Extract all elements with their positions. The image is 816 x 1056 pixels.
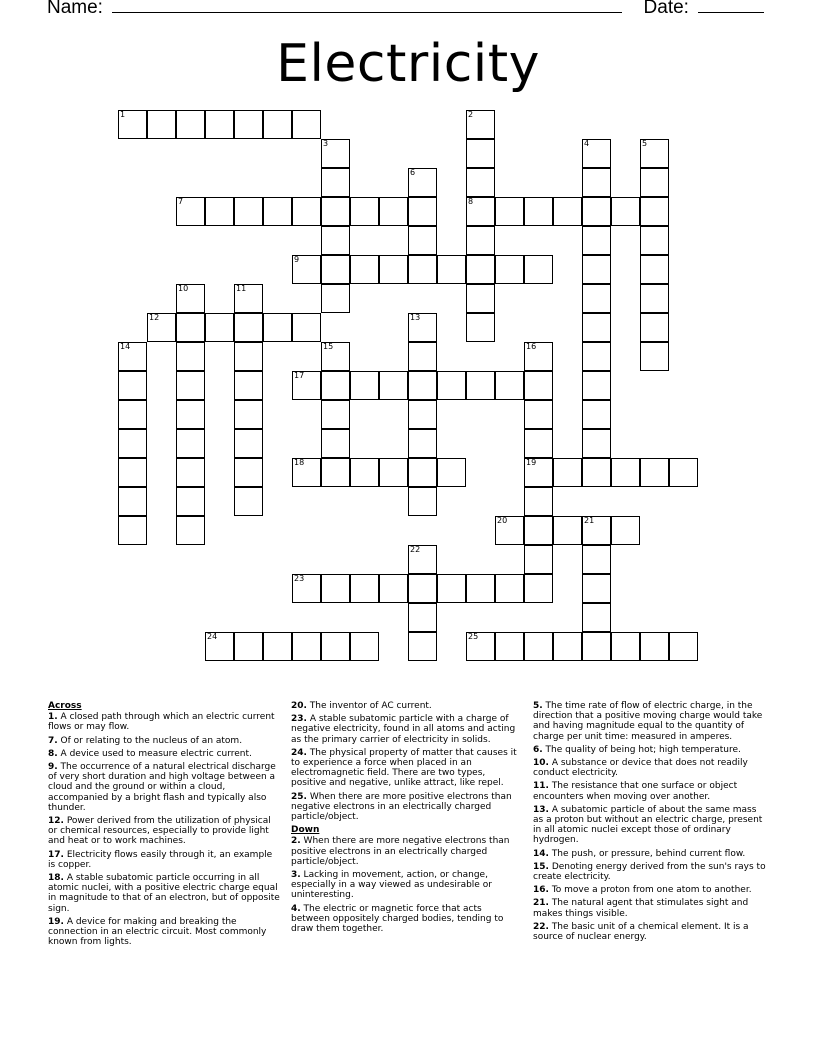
grid-cell[interactable] — [466, 168, 495, 197]
clue-number: 19 — [526, 458, 537, 467]
grid-cell[interactable] — [582, 632, 611, 661]
grid-cell[interactable] — [466, 139, 495, 168]
grid-cell[interactable] — [437, 255, 466, 284]
clue-number: 25 — [468, 632, 479, 641]
grid-cell[interactable] — [524, 545, 553, 574]
clue-number: 1. — [48, 712, 58, 723]
grid-cell[interactable] — [611, 516, 640, 545]
grid-cell[interactable] — [118, 371, 147, 400]
grid-cell[interactable] — [379, 371, 408, 400]
clue-number: 3. — [291, 870, 301, 881]
clue-item — [291, 836, 521, 867]
grid-cell[interactable] — [495, 255, 524, 284]
grid-cell[interactable] — [495, 197, 524, 226]
grid-cell[interactable] — [379, 255, 408, 284]
grid-cell[interactable] — [176, 458, 205, 487]
clue-number: 11. — [533, 781, 549, 792]
grid-cell[interactable] — [176, 516, 205, 545]
clue-text: The physical property of matter that causes it to experience a force when placed in an electromagnetic field. There are two types, positive and negative, unlike attract, like repel. — [291, 747, 517, 789]
clue-number: 11 — [236, 284, 247, 293]
grid-cell[interactable] — [350, 197, 379, 226]
grid-cell[interactable] — [408, 168, 437, 197]
clue-text: The electric or magnetic force that acts between oppositely charged bodies, tending to draw them together. — [291, 903, 504, 935]
grid-cell[interactable] — [205, 197, 234, 226]
clue-item — [291, 870, 521, 901]
clue-number: 21. — [533, 898, 549, 909]
grid-cell[interactable] — [350, 458, 379, 487]
clue-item — [533, 701, 767, 742]
grid-cell[interactable] — [408, 255, 437, 284]
clue-item — [533, 781, 767, 801]
grid-cell[interactable] — [292, 574, 321, 603]
clue-number: 24. — [291, 747, 307, 758]
clue-number: 25. — [291, 791, 307, 802]
clue-number: 21 — [584, 516, 595, 525]
grid-cell[interactable] — [640, 458, 669, 487]
clue-number: 18 — [294, 458, 305, 467]
clue-number: 16. — [533, 885, 549, 896]
clue-number: 15 — [323, 342, 334, 351]
grid-cell[interactable] — [640, 139, 669, 168]
grid-cell[interactable] — [321, 371, 350, 400]
grid-cell[interactable] — [582, 342, 611, 371]
grid-cell[interactable] — [466, 226, 495, 255]
grid-cell[interactable] — [466, 574, 495, 603]
clues-column-3 — [533, 701, 767, 945]
grid-cell[interactable] — [321, 139, 350, 168]
grid-cell[interactable] — [582, 429, 611, 458]
clue-text: Power derived from the utilization of physical or chemical resources, especially to provide light and heat or to work machines. — [48, 816, 271, 847]
clue-item — [533, 862, 767, 882]
clue-item — [533, 745, 767, 755]
grid-cell[interactable] — [466, 255, 495, 284]
grid-cell[interactable] — [408, 574, 437, 603]
grid-cell[interactable] — [640, 226, 669, 255]
grid-cell[interactable] — [408, 342, 437, 371]
clue-text: Of or relating to the nucleus of an atom. — [57, 735, 243, 746]
clue-number: 17. — [48, 849, 64, 860]
grid-cell[interactable] — [611, 458, 640, 487]
clue-number: 12. — [48, 816, 64, 827]
clue-text: To move a proton from one atom to another. — [548, 885, 752, 896]
grid-cell[interactable] — [408, 487, 437, 516]
grid-cell[interactable] — [321, 574, 350, 603]
clue-item — [48, 762, 280, 813]
grid-cell[interactable] — [321, 197, 350, 226]
grid-cell[interactable] — [611, 632, 640, 661]
clue-text: The time rate of flow of electric charge, in the direction that a positive moving charge would take and having magnitude equal to the quantity of charge per unit time: measured in amperes. — [533, 701, 763, 742]
grid-cell[interactable] — [640, 632, 669, 661]
grid-cell[interactable] — [292, 313, 321, 342]
clue-item — [48, 712, 280, 732]
clue-text: The quality of being hot; high temperature. — [542, 744, 741, 755]
clue-number: 23 — [294, 574, 305, 583]
grid-cell[interactable] — [147, 110, 176, 139]
grid-cell[interactable] — [408, 458, 437, 487]
grid-cell[interactable] — [524, 632, 553, 661]
grid-cell[interactable] — [321, 168, 350, 197]
clue-number: 16 — [526, 342, 537, 351]
grid-cell[interactable] — [524, 400, 553, 429]
grid-cell[interactable] — [118, 110, 147, 139]
grid-cell[interactable] — [553, 458, 582, 487]
clue-text: Electricity flows easily through it, an example is copper. — [48, 849, 273, 870]
grid-cell[interactable] — [524, 574, 553, 603]
grid-cell[interactable] — [321, 342, 350, 371]
clue-number: 6 — [410, 168, 416, 177]
clue-text: A device for making and breaking the connection in an electric circuit. Most commonly known from lights. — [48, 916, 267, 948]
grid-cell[interactable] — [321, 284, 350, 313]
clue-number: 2. — [291, 836, 301, 847]
clue-item — [48, 873, 280, 914]
grid-cell[interactable] — [495, 516, 524, 545]
clue-number: 9. — [48, 762, 58, 773]
clue-item — [291, 714, 521, 745]
clue-item — [48, 917, 280, 948]
clue-number: 15. — [533, 861, 549, 872]
clue-item — [48, 850, 280, 870]
grid-cell[interactable] — [611, 197, 640, 226]
grid-cell[interactable] — [495, 574, 524, 603]
date-label: Date: — [643, 0, 689, 18]
grid-cell[interactable] — [292, 197, 321, 226]
grid-cell[interactable] — [118, 400, 147, 429]
grid-cell[interactable] — [321, 429, 350, 458]
grid-cell[interactable] — [582, 284, 611, 313]
clue-number: 14. — [533, 848, 549, 859]
grid-cell[interactable] — [234, 487, 263, 516]
grid-cell[interactable] — [205, 110, 234, 139]
clue-text: A stable subatomic particle occurring in all atomic nuclei, with a positive electric charge equal in magnitude to that of an electron, but of opposite sign. — [48, 873, 280, 914]
grid-cell[interactable] — [408, 545, 437, 574]
clue-number: 13 — [410, 313, 421, 322]
grid-cell[interactable] — [263, 197, 292, 226]
clue-number: 22 — [410, 545, 421, 554]
grid-cell[interactable] — [176, 342, 205, 371]
grid-cell[interactable] — [234, 400, 263, 429]
grid-cell[interactable] — [669, 632, 698, 661]
clue-text: A substance or device that does not readily conduct electricity. — [533, 758, 748, 779]
clue-number: 4 — [584, 139, 590, 148]
grid-cell[interactable] — [292, 110, 321, 139]
grid-cell[interactable] — [205, 313, 234, 342]
grid-cell[interactable] — [466, 632, 495, 661]
grid-cell[interactable] — [408, 429, 437, 458]
grid-cell[interactable] — [640, 255, 669, 284]
grid-cell[interactable] — [437, 371, 466, 400]
clue-number: 17 — [294, 371, 305, 380]
clue-text: The basic unit of a chemical element. It is a source of nuclear energy. — [533, 921, 749, 943]
grid-cell[interactable] — [553, 632, 582, 661]
grid-cell[interactable] — [582, 139, 611, 168]
grid-cell[interactable] — [176, 197, 205, 226]
grid-cell[interactable] — [582, 458, 611, 487]
clue-number: 13. — [533, 804, 549, 815]
grid-cell[interactable] — [582, 545, 611, 574]
grid-cell[interactable] — [466, 284, 495, 313]
clue-text: The resistance that one surface or object encounters when moving over another. — [533, 781, 738, 802]
clue-number: 10 — [178, 284, 189, 293]
grid-cell[interactable] — [437, 574, 466, 603]
clue-item — [533, 849, 767, 859]
grid-cell[interactable] — [582, 168, 611, 197]
grid-cell[interactable] — [234, 284, 263, 313]
clue-item — [533, 922, 767, 942]
grid-cell[interactable] — [640, 284, 669, 313]
clue-number: 10. — [533, 758, 549, 769]
clue-number: 20 — [497, 516, 508, 525]
clue-text: When there are more positive electrons than negative electrons in an electrically charged particle/object. — [291, 791, 512, 823]
grid-cell[interactable] — [292, 458, 321, 487]
grid-cell[interactable] — [582, 226, 611, 255]
grid-cell[interactable] — [234, 110, 263, 139]
grid-cell[interactable] — [408, 371, 437, 400]
grid-cell[interactable] — [176, 110, 205, 139]
clue-number: 18. — [48, 873, 64, 884]
clue-number: 12 — [149, 313, 160, 322]
grid-cell[interactable] — [263, 632, 292, 661]
grid-cell[interactable] — [292, 255, 321, 284]
grid-cell[interactable] — [466, 197, 495, 226]
grid-cell[interactable] — [118, 516, 147, 545]
grid-cell[interactable] — [176, 487, 205, 516]
grid-cell[interactable] — [408, 197, 437, 226]
grid-cell[interactable] — [408, 313, 437, 342]
grid-cell[interactable] — [176, 400, 205, 429]
grid-cell[interactable] — [234, 342, 263, 371]
grid-cell[interactable] — [582, 574, 611, 603]
grid-cell[interactable] — [640, 197, 669, 226]
clue-item — [291, 904, 521, 935]
clue-item — [48, 736, 280, 746]
grid-cell[interactable] — [524, 255, 553, 284]
clue-number: 7 — [178, 197, 184, 206]
grid-cell[interactable] — [582, 197, 611, 226]
clue-number: 6. — [533, 744, 543, 755]
grid-cell[interactable] — [408, 632, 437, 661]
grid-cell[interactable] — [582, 371, 611, 400]
grid-cell[interactable] — [292, 632, 321, 661]
grid-cell[interactable] — [176, 284, 205, 313]
clue-item — [48, 749, 280, 759]
across-clue-list-cont — [291, 701, 521, 822]
grid-cell[interactable] — [437, 458, 466, 487]
clue-number: 8. — [48, 748, 58, 759]
grid-cell[interactable] — [147, 313, 176, 342]
grid-cell[interactable] — [524, 342, 553, 371]
grid-cell[interactable] — [118, 487, 147, 516]
clue-number: 8 — [468, 197, 474, 206]
clues-column-2 — [291, 701, 521, 937]
grid-cell[interactable] — [466, 110, 495, 139]
clue-text: The push, or pressure, behind current flow. — [548, 848, 746, 859]
grid-cell[interactable] — [640, 168, 669, 197]
grid-cell[interactable] — [524, 371, 553, 400]
grid-cell[interactable] — [495, 632, 524, 661]
clue-text: A subatomic particle of about the same mass as a proton but without an electric charge, present in all atomic nuclei except those of ordinary hydrogen. — [533, 804, 763, 846]
grid-cell[interactable] — [350, 574, 379, 603]
grid-cell[interactable] — [234, 632, 263, 661]
clue-number: 2 — [468, 110, 474, 119]
grid-cell[interactable] — [176, 313, 205, 342]
grid-cell[interactable] — [524, 516, 553, 545]
grid-cell[interactable] — [466, 371, 495, 400]
clues-column-1 — [48, 701, 280, 950]
grid-cell[interactable] — [640, 342, 669, 371]
clue-number: 19. — [48, 916, 64, 927]
grid-cell[interactable] — [582, 400, 611, 429]
clue-number: 24 — [207, 632, 218, 641]
grid-cell[interactable] — [582, 603, 611, 632]
clue-item — [291, 792, 521, 823]
grid-cell[interactable] — [350, 632, 379, 661]
clue-item — [48, 816, 280, 847]
clue-text: The natural agent that stimulates sight and makes things visible. — [533, 898, 749, 919]
grid-cell[interactable] — [350, 255, 379, 284]
grid-cell[interactable] — [408, 226, 437, 255]
clue-number: 5 — [642, 139, 648, 148]
grid-cell[interactable] — [553, 516, 582, 545]
clue-text: A closed path through which an electric current flows or may flow. — [48, 712, 275, 733]
name-label: Name: — [47, 0, 103, 18]
clue-text: A device used to measure electric current. — [57, 748, 252, 759]
clue-number: 22. — [533, 921, 549, 932]
clue-number: 20. — [291, 701, 307, 711]
grid-cell[interactable] — [292, 371, 321, 400]
grid-cell[interactable] — [263, 313, 292, 342]
grid-cell[interactable] — [582, 255, 611, 284]
grid-cell[interactable] — [495, 371, 524, 400]
grid-cell[interactable] — [350, 371, 379, 400]
grid-cell[interactable] — [582, 516, 611, 545]
grid-cell[interactable] — [118, 458, 147, 487]
grid-cell[interactable] — [321, 400, 350, 429]
grid-cell[interactable] — [408, 400, 437, 429]
clue-text: Lacking in movement, action, or change, especially in a way viewed as undesirable or uninteresting. — [291, 870, 492, 901]
down-clue-list-cont — [533, 701, 767, 942]
across-clue-list — [48, 712, 280, 947]
grid-cell[interactable] — [379, 197, 408, 226]
clue-item — [533, 885, 767, 895]
clue-item — [533, 805, 767, 846]
clue-item — [533, 758, 767, 778]
grid-cell[interactable] — [234, 429, 263, 458]
clue-number: 3 — [323, 139, 329, 148]
clue-number: 1 — [120, 110, 126, 119]
grid-cell[interactable] — [379, 458, 408, 487]
down-clue-list — [291, 836, 521, 934]
clue-number: 7. — [48, 735, 58, 746]
clue-number: 4. — [291, 903, 301, 914]
grid-cell[interactable] — [205, 632, 234, 661]
clue-number: 14 — [120, 342, 131, 351]
grid-cell[interactable] — [321, 255, 350, 284]
clue-number: 23. — [291, 714, 307, 725]
grid-cell[interactable] — [118, 342, 147, 371]
grid-cell[interactable] — [176, 429, 205, 458]
grid-cell[interactable] — [234, 371, 263, 400]
grid-cell[interactable] — [669, 458, 698, 487]
grid-cell[interactable] — [524, 197, 553, 226]
grid-cell[interactable] — [234, 313, 263, 342]
clue-text: The inventor of AC current. — [306, 701, 432, 711]
clue-text: The occurrence of a natural electrical discharge of very short duration and high voltage between a cloud and the ground or within a cloud, accompanied by a bright flash and typically also thunder. — [48, 762, 276, 813]
grid-cell[interactable] — [234, 458, 263, 487]
clue-number: 9 — [294, 255, 300, 264]
clue-item — [533, 898, 767, 918]
clue-number: 5. — [533, 701, 543, 711]
clue-item — [291, 701, 521, 711]
grid-cell[interactable] — [553, 197, 582, 226]
grid-cell[interactable] — [524, 429, 553, 458]
grid-cell[interactable] — [263, 110, 292, 139]
clue-text: When there are more negative electrons than positive electrons in an electrically charged particle/object. — [291, 836, 510, 867]
grid-cell[interactable] — [321, 458, 350, 487]
clue-item — [291, 748, 521, 789]
across-heading: Across — [48, 701, 82, 711]
grid-cell[interactable] — [640, 313, 669, 342]
grid-cell[interactable] — [466, 313, 495, 342]
down-heading: Down — [291, 825, 320, 836]
grid-cell[interactable] — [524, 458, 553, 487]
grid-cell[interactable] — [408, 603, 437, 632]
grid-cell[interactable] — [176, 371, 205, 400]
grid-cell[interactable] — [379, 574, 408, 603]
grid-cell[interactable] — [118, 429, 147, 458]
clue-text: A stable subatomic particle with a charge of negative electricity, found in all atoms and acting as the primary carrier of electricity in solids. — [291, 714, 516, 745]
clue-text: Denoting energy derived from the sun's rays to create electricity. — [533, 861, 766, 883]
grid-cell[interactable] — [582, 313, 611, 342]
grid-cell[interactable] — [524, 487, 553, 516]
page-title: Electricity — [276, 34, 540, 94]
grid-cell[interactable] — [321, 632, 350, 661]
grid-cell[interactable] — [234, 197, 263, 226]
grid-cell[interactable] — [321, 226, 350, 255]
